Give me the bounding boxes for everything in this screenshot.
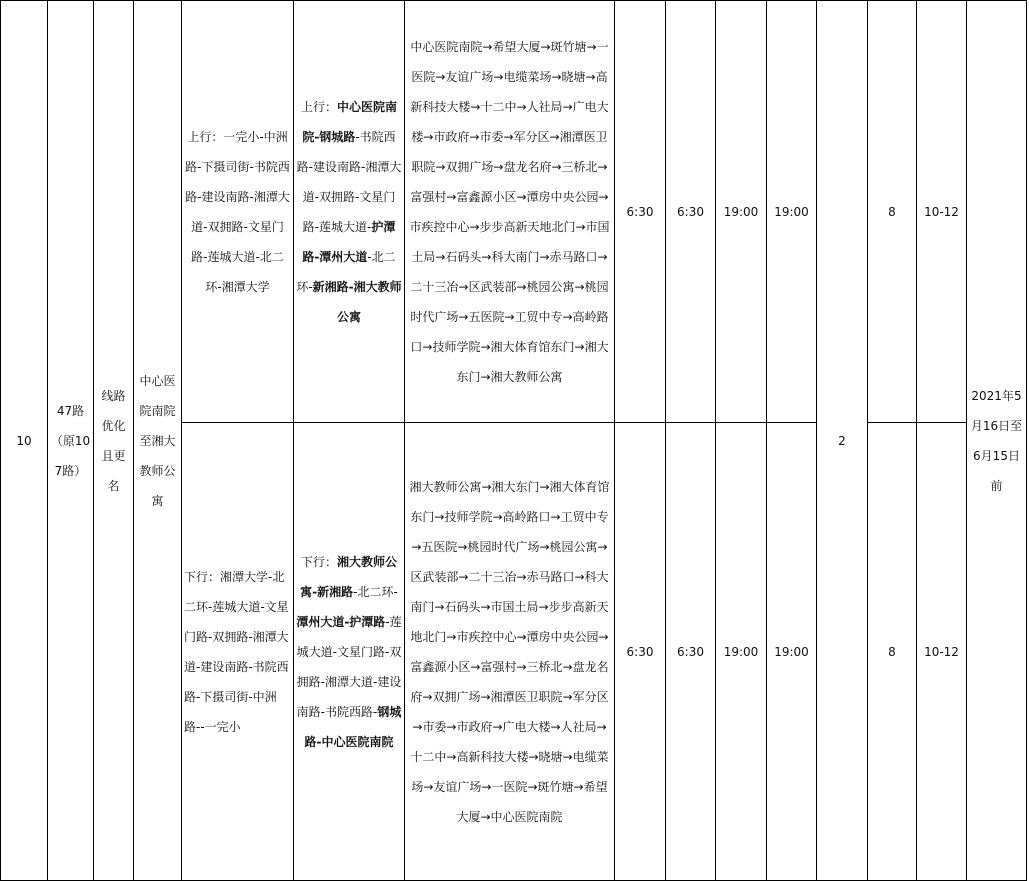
route-segment: 潭州大道-护潭路 bbox=[296, 614, 386, 629]
row-index-cell: 10 bbox=[1, 1, 48, 881]
route-segment: 中心医院南院-钢城路 bbox=[302, 99, 398, 144]
stops-up-cell: 中心医院南院→希望大厦→斑竹塘→一医院→友谊广场→电缆菜场→晓塘→高新科技大楼→十二中→人社局→广电大楼→市政府→市委→军分区→湘潭医卫职院→双拥广场→盘龙名府→三桥北→富强村→富鑫源小区→潭房中央公园→市疾控中心→步步高新天地北门→市国土局→石码头→科大南门→赤马路口→二十三冶→区武装部→桃园公寓→桃园时代广场→五医院→工贸中专→高岭路口→技师学院→湘大体育馆东门→湘大东门→湘大教师公寓 bbox=[405, 1, 615, 423]
route-segment: -莲城大道-文星门路-双拥路-湘潭大道-建设南路-书院西路- bbox=[296, 614, 402, 719]
route-segment: -北二环- bbox=[353, 584, 398, 599]
route-segment: 护潭路-潭州大道 bbox=[302, 219, 396, 264]
first-bus-up-a: 6:30 bbox=[615, 1, 666, 423]
route-segment: 钢城路-中心医院南院 bbox=[304, 704, 402, 749]
interval-down-cell: 10-12 bbox=[917, 423, 967, 881]
route-segment: -北二环- bbox=[296, 249, 396, 294]
route-segment: 上行： bbox=[300, 99, 337, 114]
table-row-up bbox=[1, 1, 1027, 423]
new-route-up-cell bbox=[294, 1, 405, 423]
first-bus-up-b: 6:30 bbox=[666, 1, 716, 423]
route-number-cell: 47路（原107路） bbox=[48, 1, 94, 881]
new-route-down-cell bbox=[294, 423, 405, 881]
last-bus-down-b: 19:00 bbox=[767, 423, 817, 881]
period-cell: 2021年5月16日至6月15日前 bbox=[967, 1, 1027, 881]
bus-count-cell: 2 bbox=[817, 1, 868, 881]
new-route-down-text bbox=[296, 555, 401, 749]
change-type-cell: 线路优化且更名 bbox=[94, 1, 134, 881]
old-route-up-cell: 上行：一完小-中洲路-下摄司街-书院西路-建设南路-湘潭大道-双拥路-文星门路-莲城大道-北二环-湘潭大学 bbox=[182, 1, 294, 423]
old-route-down-cell: 下行：湘潭大学-北二环-莲城大道-文星门路-双拥路-湘潭大道-建设南路-书院西路-下摄司街-中洲路--一完小 bbox=[182, 423, 294, 881]
first-bus-down-b: 6:30 bbox=[666, 423, 716, 881]
route-segment: 下行： bbox=[300, 554, 337, 569]
route-segment: -书院西路-建设南路-湘潭大道-双拥路-文星门路-莲城大道- bbox=[296, 129, 402, 234]
stops-down-cell: 湘大教师公寓→湘大东门→湘大体育馆东门→技师学院→高岭路口→工贸中专→五医院→桃园时代广场→桃园公寓→区武装部→二十三冶→赤马路口→科大南门→石码头→市国土局→步步高新天地北门→市疾控中心→潭房中央公园→富鑫源小区→富强村→三桥北→盘龙名府→双拥广场→湘潭医卫职院→军分区→市委→市政府→广电大楼→人社局→十二中→高新科技大楼→晓塘→电缆菜场→友谊广场→一医院→斑竹塘→希望大厦→中心医院南院 bbox=[405, 423, 615, 881]
new-route-up-text bbox=[296, 100, 401, 324]
route-name-cell: 中心医院南院至湘大教师公寓 bbox=[134, 1, 182, 881]
last-bus-up-b: 19:00 bbox=[767, 1, 817, 423]
trips-down-cell: 8 bbox=[868, 423, 917, 881]
route-segment: 新湘路-湘大教师公寓 bbox=[312, 279, 402, 324]
trips-up-cell: 8 bbox=[868, 1, 917, 423]
last-bus-up-a: 19:00 bbox=[716, 1, 767, 423]
interval-up-cell: 10-12 bbox=[917, 1, 967, 423]
first-bus-down-a: 6:30 bbox=[615, 423, 666, 881]
last-bus-down-a: 19:00 bbox=[716, 423, 767, 881]
route-segment: 湘大教师公寓-新湘路 bbox=[300, 554, 398, 599]
